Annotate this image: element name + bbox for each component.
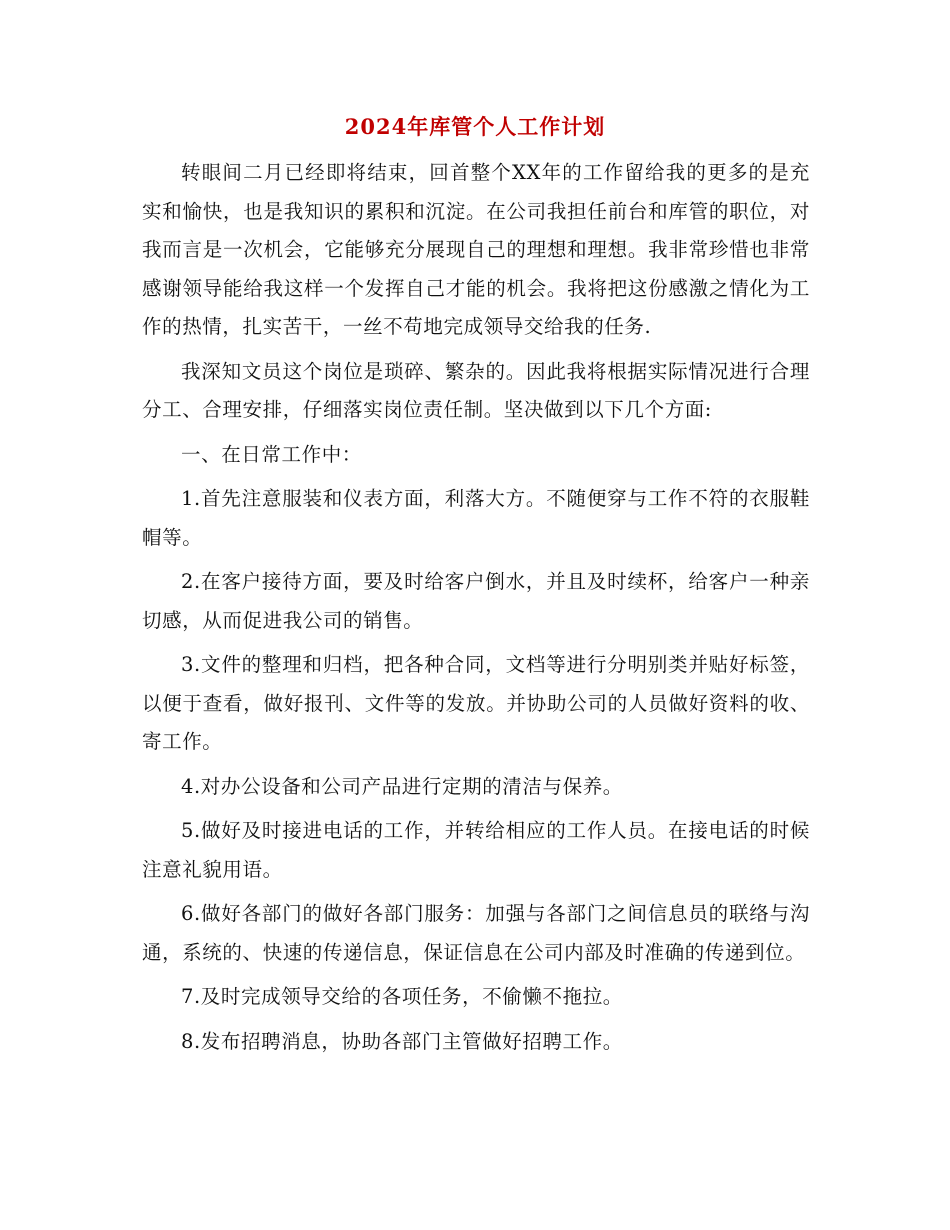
document-title: 2024年库管个人工作计划: [344, 114, 606, 139]
paragraph-intro: 转眼间二月已经即将结束，回首整个XX年的工作留给我的更多的是充实和愉快，也是我知识的累积和沉淀。在公司我担任前台和库管的职位，对我而言是一次机会，它能够充分展现自己的理想和理想。我非常珍惜也非常感谢领导能给我这样一个发挥自己才能的机会。我将把这份感激之情化为工作的热情，扎实苦干，一丝不苟地完成领导交给我的任务.: [142, 161, 810, 338]
list-item-3: 3.文件的整理和归档，把各种合同，文档等进行分明别类并贴好标签，以便于查看，做好报刊、文件等的发放。并协助公司的人员做好资料的收、寄工作。: [142, 653, 810, 753]
document-body: [142, 154, 810, 1067]
list-item-2: 2.在客户接待方面，要及时给客户倒水，并且及时续杯，给客户一种亲切感，从而促进我公司的销售。: [142, 570, 810, 632]
list-item-8: 8.发布招聘消息，协助各部门主管做好招聘工作。: [181, 1029, 623, 1053]
list-item-1: 1.首先注意服装和仪表方面，利落大方。不随便穿与工作不符的衣服鞋帽等。: [142, 487, 810, 549]
list-item-5: 5.做好及时接进电话的工作，并转给相应的工作人员。在接电话的时候注意礼貌用语。: [142, 819, 810, 881]
section-heading-daily-work: 一、在日常工作中：: [181, 442, 362, 466]
list-item-7: 7.及时完成领导交给的各项任务，不偷懒不拖拉。: [181, 985, 623, 1008]
list-item-6: 6.做好各部门的做好各部门服务：加强与各部门之间信息员的联络与沟通，系统的、快速的传递信息，保证信息在公司内部及时准确的传递到位。: [142, 902, 810, 964]
list-item-4: 4.对办公设备和公司产品进行定期的清洁与保养。: [181, 774, 623, 798]
paragraph-position: 我深知文员这个岗位是琐碎、繁杂的。因此我将根据实际情况进行合理分工、合理安排，仔细落实岗位责任制。坚决做到以下几个方面:: [142, 359, 810, 421]
